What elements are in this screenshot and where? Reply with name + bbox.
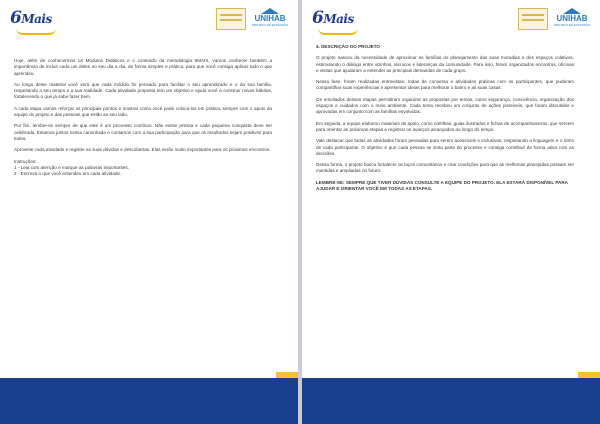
list-item: 2 - Escreva o que você entendeu em cada atividade. [14,171,122,177]
footer-band [302,378,600,424]
brand-logo-suffix: Mais [323,12,354,26]
paragraph: A cada etapa vamos reforçar os principais pontos e mostrar como você pode colocá-los em prática, sempre com o apoio da equipe do projeto e das pessoas que estão ao seu lado. [14,105,272,118]
paragraph: Ao longo deste material você verá que cada módulo foi pensado para facilitar o seu aprendizado e o da sua família, respeitando o seu tempo e a sua realidade. Cada atividade proposta tem um objetivo e ajuda você a construir novos hábitos, fortalecendo o que já sabe fazer bem. [14,81,272,100]
logo-smile-icon [16,28,56,35]
paragraph: Aproveite cada atividade e registre as suas dúvidas e descobertas. Elas serão muito importantes para os próximos encontros. [14,147,271,153]
right-body [316,44,574,197]
document-page-left [0,0,298,424]
paragraph: Dessa forma, o projeto busca fortalecer os laços comunitários e criar condições para que as melhorias planejadas possam ser mantidas e ampliadas no futuro. [316,162,574,174]
partner-logo-name: UNIHAB [556,14,588,23]
brand-logo-main: 6 [10,8,22,28]
closing-note: LEMBRE-SE: SEMPRE QUE TIVER DÚVIDAS CONSULTE A EQUIPE DO PROJETO. ELA ESTARÁ DISPONÍVEL PARA AJUDAR E ORIENTAR VOCÊ EM TODAS AS ETAPAS. [316,179,568,192]
brand-logo [312,8,354,28]
partner-logo-name: UNIHAB [254,14,286,23]
section-title: 4. DESCRIÇÃO DO PROJETO [316,44,380,49]
list-title: Instruções: [14,158,37,164]
paragraph: Hoje, além de conhecermos os Módulos Didáticos e o conteúdo da metodologia 6MAIS, vamos conhecer também a importância de incluir cada um deles no seu dia a dia, de forma simples e prática, para que você consiga aplicar tudo o que aprendeu. [14,58,272,76]
paragraph: Nessa fase, foram realizadas entrevistas, rodas de conversa e atividades práticas com os participantes, que puderam compartilhar suas experiências e apresentar ideias para melhorar o bairro e as suas casas. [316,79,574,91]
partner-logo-subtitle: PROJETO DE EXTENSÃO [553,23,591,27]
list-item: 1 - Leia com atenção e marque as palavras importantes. [14,164,129,170]
paragraph: Em seguida, a equipe elaborou materiais de apoio, como cartilhas, guias ilustrados e fichas de acompanhamento, que servem para orientar as próximas etapas e registrar os avanços alcançados ao longo do tempo. [316,120,574,132]
paragraph: Os resultados dessas etapas permitiram organizar as propostas por temas, como segurança, convivência, organização dos espaços e cuidados com o meio ambiente. Cada tema recebeu um conjunto de ações possíveis, que foram discutidas e aprovadas em conjunto com as famílias envolvidas. [316,96,574,115]
logo-smile-icon [318,28,358,35]
document-page-right [302,0,600,424]
partner-logo-subtitle: PROJETO DE EXTENSÃO [251,23,289,27]
footer-accent [276,372,298,378]
paragraph: Por fim, lembre-se sempre de que este é um processo contínuo. Não existe pressa e cada pequena conquista deve ser celebrada. Estamos juntos nessa caminhada e contamos com a sua participação para que os resultados sejam positivos para todos. [14,123,272,141]
brand-logo-main: 6 [312,8,324,28]
seal-icon [216,8,246,30]
brand-logo-suffix: Mais [21,12,52,26]
seal-icon [518,8,548,30]
paragraph: Vale destacar que todas as atividades foram pensadas para serem acessíveis e inclusivas, respeitando a linguagem e o ritmo de cada participante. O objetivo é que cada pessoa se sinta parte do processo e consiga contribuir de forma ativa com as decisões. [316,138,574,156]
partner-logo [552,8,592,32]
left-body [14,58,272,177]
partner-logo [250,8,290,32]
paragraph: O projeto nasceu da necessidade de aproximar as famílias do planejamento das suas moradias e dos espaços coletivos, estimulando o diálogo entre vizinhos, técnicos e lideranças da comunidade. Para isso, foram organizados encontros, oficinas e visitas que ajudaram a entender as principais demandas de cada grupo. [316,55,574,73]
footer-accent [578,372,600,378]
footer-band [0,378,298,424]
brand-logo [10,8,52,28]
